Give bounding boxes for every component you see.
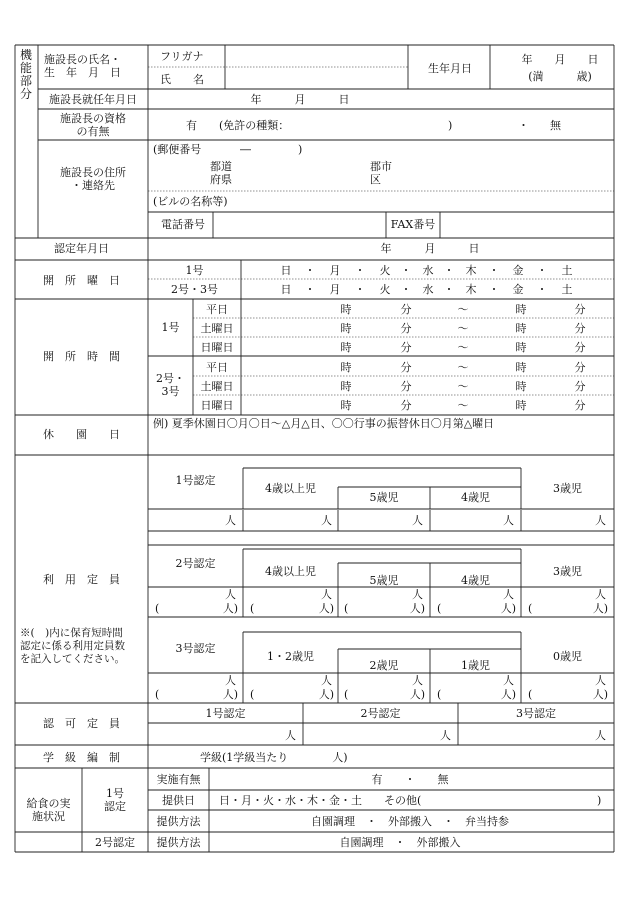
section-label-char: 部 (19, 74, 32, 88)
capacity-paren-close: 人) (222, 602, 238, 615)
open-hours-group1: 1号 (161, 321, 180, 334)
weekday-1-2: 火 (379, 283, 391, 296)
minute-unit: 分 (400, 380, 412, 393)
weekday-sep: ・ (354, 283, 366, 296)
capacity-paren-open: ( (528, 602, 533, 615)
meals-days-value: 日・月・火・水・木・金・土 その他( (219, 794, 422, 807)
capacity-note: ※( )内に保育短時間 認定に係る利用定員数 を記入してください。 (20, 627, 125, 665)
minute-unit: 分 (574, 380, 586, 393)
weekday-1-0: 日 (280, 283, 292, 296)
approved-cert1: 1号認定 (205, 707, 246, 720)
minute-unit: 分 (400, 303, 412, 316)
capacity-age-c: 0歳児 (553, 650, 582, 663)
weekday-0-1: 月 (329, 264, 341, 277)
meals-impl-label: 実施有無 (156, 773, 201, 786)
capacity-paren-close: 人) (592, 688, 608, 701)
capacity-person: 人 (595, 674, 606, 687)
open-hours-day: 土曜日 (200, 380, 234, 393)
minute-unit: 分 (400, 341, 412, 354)
meals-method1-value: 自園調理 ・ 外部搬入 ・ 弁当持参 (311, 815, 509, 828)
capacity-person: 人 (412, 514, 423, 527)
hour-unit: 時 (340, 361, 352, 374)
open-hours-label: 開 所 時 間 (43, 350, 120, 363)
capacity-cert1: 1号認定 (175, 474, 216, 487)
capacity-person: 人 (595, 514, 606, 527)
hour-unit: 時 (515, 380, 527, 393)
section-label-char: 能 (19, 61, 32, 75)
minute-unit: 分 (574, 361, 586, 374)
capacity-paren-close: 人) (222, 688, 238, 701)
capacity-paren-close: 人) (409, 602, 425, 615)
meals-label: 給食の実 施状況 (26, 797, 71, 823)
capacity-paren-open: ( (437, 602, 442, 615)
weekday-0-2: 火 (379, 264, 391, 277)
meals-method-label-1: 提供方法 (156, 815, 201, 828)
minute-unit: 分 (574, 399, 586, 412)
capacity-paren-close: 人) (318, 602, 334, 615)
meals-cert1-label: 1号 認定 (104, 787, 126, 813)
open-days-label: 開 所 曜 日 (43, 274, 120, 287)
hour-unit: 時 (515, 341, 527, 354)
capacity-paren-open: ( (344, 688, 349, 701)
weekday-0-4: 木 (465, 264, 477, 277)
approved-cert2: 2号認定 (360, 707, 401, 720)
hour-unit: 時 (340, 303, 352, 316)
capacity-age-c: 3歳児 (553, 565, 582, 578)
hour-unit: 時 (515, 303, 527, 316)
approved-person: 人 (440, 729, 451, 742)
capacity-age-b: 4歳児 (461, 491, 490, 504)
weekday-1-5: 金 (512, 283, 524, 296)
meals-impl-value: 有 ・ 無 (371, 773, 449, 786)
open-hours-day: 平日 (206, 303, 228, 316)
capacity-person: 人 (225, 514, 236, 527)
weekday-sep: ・ (400, 283, 412, 296)
weekday-0-5: 金 (512, 264, 524, 277)
capacity-paren-open: ( (528, 688, 533, 701)
classes-label: 学 級 編 制 (43, 751, 120, 764)
meals-days-label: 提供日 (162, 794, 195, 807)
capacity-person: 人 (321, 514, 332, 527)
minute-unit: 分 (574, 341, 586, 354)
prefecture-label: 都道 府県 (210, 160, 232, 186)
capacity-cert3: 3号認定 (175, 642, 216, 655)
open-hours-day: 日曜日 (200, 399, 234, 412)
hour-unit: 時 (340, 341, 352, 354)
weekday-1-1: 月 (329, 283, 341, 296)
capacity-age-wide: 1・2歳児 (267, 650, 314, 663)
open-hours-day: 日曜日 (200, 341, 234, 354)
capacity-paren-open: ( (155, 602, 160, 615)
capacity-paren-open: ( (250, 602, 255, 615)
holidays-label: 休 園 日 (43, 428, 120, 441)
name-sub-label: 氏 名 (160, 73, 204, 86)
appointed-value: 年 月 日 (250, 93, 350, 106)
classes-value: 学級(1学級当たり 人) (200, 751, 348, 764)
open-days-row2: 2号・3号 (171, 283, 218, 296)
meals-days-close: ) (597, 794, 602, 807)
capacity-person: 人 (225, 588, 236, 601)
capacity-age-wide: 4歳以上児 (265, 482, 316, 495)
capacity-person: 人 (503, 588, 514, 601)
capacity-age-c: 3歳児 (553, 482, 582, 495)
meals-method2-value: 自園調理 ・ 外部搬入 (339, 836, 461, 849)
age-value: (満 歳) (528, 70, 592, 83)
approved-cert3: 3号認定 (516, 707, 556, 720)
open-hours-group2: 2号・ 3号 (156, 372, 185, 398)
qualification-yes: 有 (免許の種類： (186, 119, 290, 132)
weekday-1-6: 土 (561, 283, 573, 296)
capacity-person: 人 (503, 674, 514, 687)
section-label-char: 分 (19, 87, 32, 101)
capacity-age-wide: 4歳以上児 (265, 565, 316, 578)
weekday-0-6: 土 (561, 264, 573, 277)
weekday-0-0: 日 (280, 264, 292, 277)
capacity-person: 人 (503, 514, 514, 527)
qualification-label: 施設長の資格 の有無 (60, 112, 126, 138)
open-days-row1: 1号 (185, 264, 204, 277)
tilde: ～ (457, 361, 469, 374)
weekday-sep: ・ (443, 283, 455, 296)
capacity-person: 人 (321, 674, 332, 687)
capacity-age-b: 4歳児 (461, 574, 490, 587)
qualification-no: 無 (550, 119, 561, 132)
phone-label: 電話番号 (161, 218, 205, 231)
qualification-sep: ・ (518, 119, 529, 132)
address-label: 施設長の住所 ・連絡先 (60, 166, 126, 192)
capacity-person: 人 (412, 674, 423, 687)
certified-value: 年 月 日 (380, 242, 480, 255)
open-hours-day: 土曜日 (200, 322, 234, 335)
capacity-paren-close: 人) (500, 688, 516, 701)
weekday-sep: ・ (536, 283, 548, 296)
city-label: 郡市 区 (370, 160, 392, 186)
weekday-0-3: 水 (422, 264, 434, 277)
capacity-person: 人 (225, 674, 236, 687)
weekday-sep: ・ (488, 283, 500, 296)
tilde: ～ (457, 341, 469, 354)
weekday-sep: ・ (443, 264, 455, 277)
open-hours-day: 平日 (206, 361, 228, 374)
approved-person: 人 (595, 729, 606, 742)
weekday-1-4: 木 (465, 283, 477, 296)
weekday-sep: ・ (304, 283, 316, 296)
meals-method-label-2: 提供方法 (156, 836, 201, 849)
hour-unit: 時 (515, 399, 527, 412)
capacity-cert2: 2号認定 (175, 557, 216, 570)
minute-unit: 分 (574, 322, 586, 335)
capacity-paren-close: 人) (592, 602, 608, 615)
certified-label: 認定年月日 (54, 242, 109, 255)
hour-unit: 時 (340, 322, 352, 335)
capacity-person: 人 (321, 588, 332, 601)
capacity-person: 人 (412, 588, 423, 601)
weekday-sep: ・ (536, 264, 548, 277)
weekday-1-3: 水 (422, 283, 434, 296)
approved-person: 人 (285, 729, 296, 742)
birth-value: 年 月 日 (521, 53, 599, 66)
meals-cert2-label: 2号認定 (95, 836, 135, 849)
weekday-sep: ・ (354, 264, 366, 277)
weekday-sep: ・ (400, 264, 412, 277)
tilde: ～ (457, 303, 469, 316)
tilde: ～ (457, 399, 469, 412)
capacity-age-a: 5歳児 (369, 574, 399, 587)
capacity-paren-open: ( (250, 688, 255, 701)
hour-unit: 時 (515, 361, 527, 374)
tilde: ～ (457, 380, 469, 393)
capacity-age-b: 1歳児 (461, 659, 490, 672)
capacity-paren-open: ( (155, 688, 160, 701)
tilde: ～ (457, 322, 469, 335)
holidays-example: 例) 夏季休園日〇月〇日～△月△日、〇〇行事の振替休日〇月第△曜日 (153, 417, 495, 430)
furigana-label: フリガナ (160, 50, 204, 63)
hour-unit: 時 (340, 380, 352, 393)
fax-label: FAX番号 (390, 218, 436, 231)
qualification-close: ) (448, 119, 453, 132)
postal-close: ) (298, 143, 303, 156)
capacity-paren-close: 人) (409, 688, 425, 701)
section-label-char: 機 (19, 48, 32, 62)
director-name-label: 施設長の氏名・ 生 年 月 日 (44, 53, 121, 79)
weekday-sep: ・ (304, 264, 316, 277)
minute-unit: 分 (574, 303, 586, 316)
capacity-paren-open: ( (437, 688, 442, 701)
minute-unit: 分 (400, 399, 412, 412)
hour-unit: 時 (515, 322, 527, 335)
approved-label: 認 可 定 員 (43, 717, 120, 730)
appointed-label: 施設長就任年月日 (49, 93, 137, 106)
capacity-age-a: 5歳児 (369, 491, 399, 504)
postal-label: (郵便番号 (153, 143, 202, 156)
birth-label: 生年月日 (428, 62, 472, 75)
capacity-age-a: 2歳児 (369, 659, 399, 672)
hour-unit: 時 (340, 399, 352, 412)
minute-unit: 分 (400, 361, 412, 374)
capacity-paren-open: ( (344, 602, 349, 615)
capacity-paren-close: 人) (500, 602, 516, 615)
building-label: (ビルの名称等) (153, 195, 228, 208)
capacity-label: 利 用 定 員 (43, 573, 120, 586)
capacity-paren-close: 人) (318, 688, 334, 701)
capacity-person: 人 (595, 588, 606, 601)
postal-dash: ― (240, 143, 251, 156)
weekday-sep: ・ (488, 264, 500, 277)
minute-unit: 分 (400, 322, 412, 335)
